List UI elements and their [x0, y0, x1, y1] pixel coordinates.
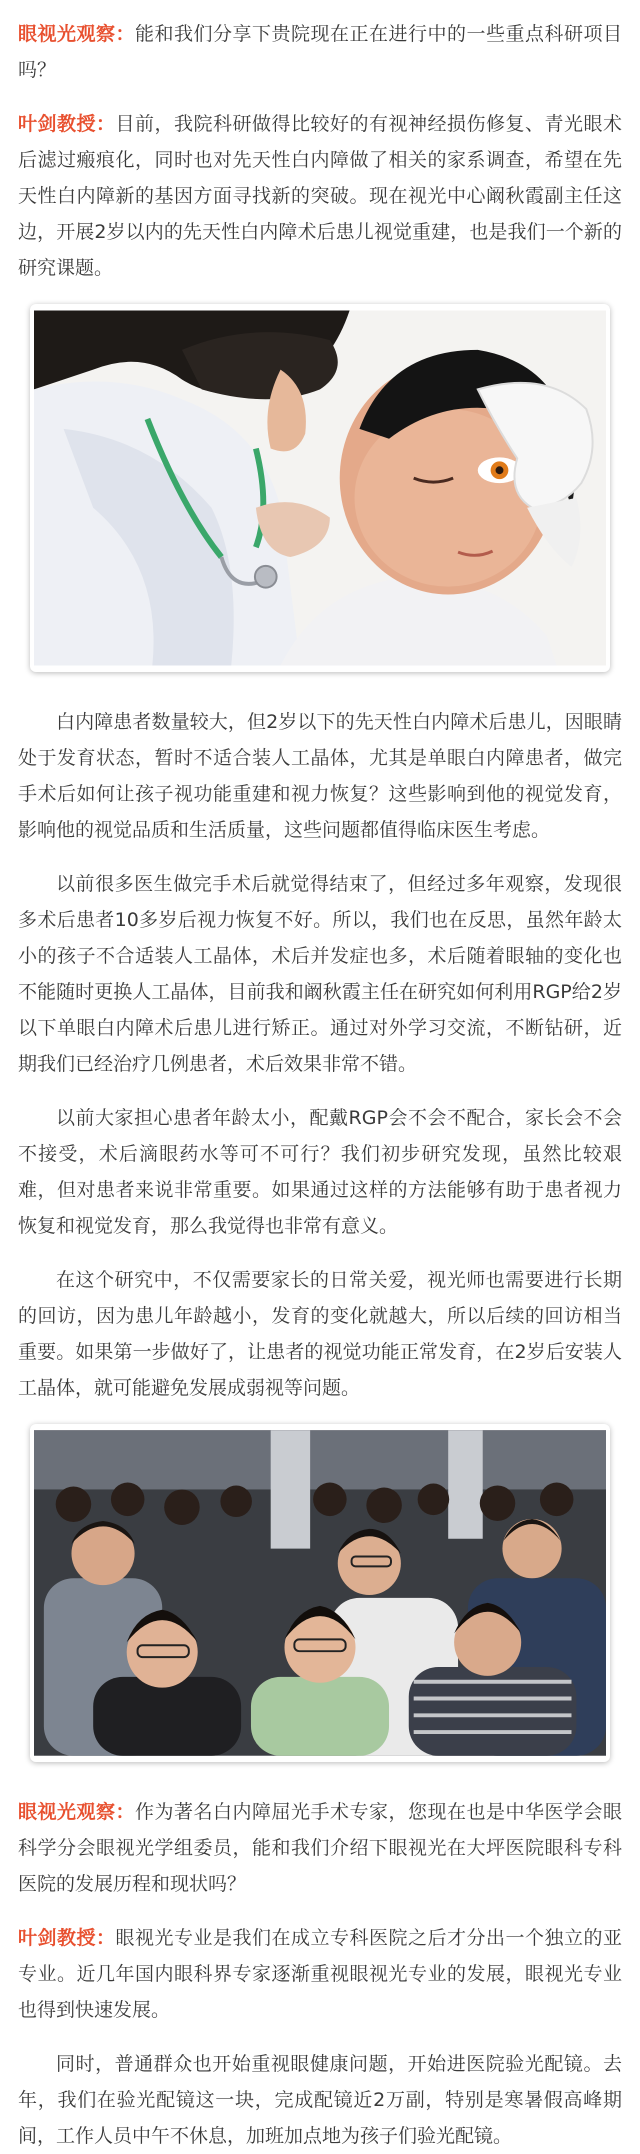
closing-paragraph: 同时，普通群众也开始重视眼健康问题，开始进医院验光配镜。去年，我们在验光配镜这一块，完成配镜近2万副，特别是寒暑假高峰期间，工作人员中午不休息，加班加点地为孩子们验光配镜。	[18, 2053, 622, 2147]
answer-text: 眼视光专业是我们在成立专科医院之后才分出一个独立的亚专业。近几年国内眼科界专家逐渐重视眼视光专业的发展，眼视光专业也得到快速发展。	[18, 1927, 622, 2021]
question-text: 作为著名白内障屈光手术专家，您现在也是中华医学会眼科学分会眼视光学组委员，能和我们介绍下眼视光在大坪医院眼科专科医院的发展历程和现状吗？	[18, 1801, 622, 1895]
paragraph-4: 在这个研究中，不仅需要家长的日常关爱，视光师也需要进行长期的回访，因为患儿年龄越小，发育的变化就越大，所以后续的回访相当重要。如果第一步做好了，让患者的视觉功能正常发育，在2岁后安装人工晶体，就可能避免发展成弱视等问题。	[18, 1269, 622, 1399]
question-2	[18, 1794, 622, 1902]
doctor-child-illustration	[34, 308, 606, 668]
speaker-label: 眼视光观察：	[18, 23, 135, 45]
photo-doctor-examining-child	[30, 304, 610, 672]
question-text: 能和我们分享下贵院现在正在进行中的一些重点科研项目吗？	[18, 23, 622, 81]
answer-1	[18, 106, 622, 286]
speaker-label: 叶剑教授：	[18, 1927, 116, 1949]
speaker-label: 眼视光观察：	[18, 1801, 135, 1823]
photo-crowd-waiting	[30, 1424, 610, 1762]
speaker-label: 叶剑教授：	[18, 113, 116, 135]
paragraph-1: 白内障患者数量较大，但2岁以下的先天性白内障术后患儿，因眼睛处于发育状态，暂时不适合装人工晶体，尤其是单眼白内障患者，做完手术后如何让孩子视功能重建和视力恢复？这些影响到他的视觉发育，影响他的视觉品质和生活质量，这些问题都值得临床医生考虑。	[18, 711, 622, 841]
answer-text: 目前，我院科研做得比较好的有视神经损伤修复、青光眼术后滤过瘢痕化，同时也对先天性白内障做了相关的家系调查，希望在先天性白内障新的基因方面寻找新的突破。现在视光中心阚秋霞副主任这边，开展2岁以内的先天性白内障术后患儿视觉重建，也是我们一个新的研究课题。	[18, 113, 622, 279]
crowd-illustration	[34, 1428, 606, 1758]
intro-question	[18, 16, 622, 88]
answer-2	[18, 1920, 622, 2028]
paragraph-3: 以前大家担心患者年龄太小，配戴RGP会不会不配合，家长会不会不接受，术后滴眼药水等可不可行？我们初步研究发现，虽然比较艰难，但对患者来说非常重要。如果通过这样的方法能够有助于患者视力恢复和视觉发育，那么我觉得也非常有意义。	[18, 1107, 622, 1237]
paragraph-2: 以前很多医生做完手术后就觉得结束了，但经过多年观察，发现很多术后患者10多岁后视力恢复不好。所以，我们也在反思，虽然年龄太小的孩子不合适装人工晶体，术后并发症也多，术后随着眼轴的变化也不能随时更换人工晶体，目前我和阚秋霞主任在研究如何利用RGP给2岁以下单眼白内障术后患儿进行矫正。通过对外学习交流，不断钻研，近期我们已经治疗几例患者，术后效果非常不错。	[18, 873, 622, 1075]
